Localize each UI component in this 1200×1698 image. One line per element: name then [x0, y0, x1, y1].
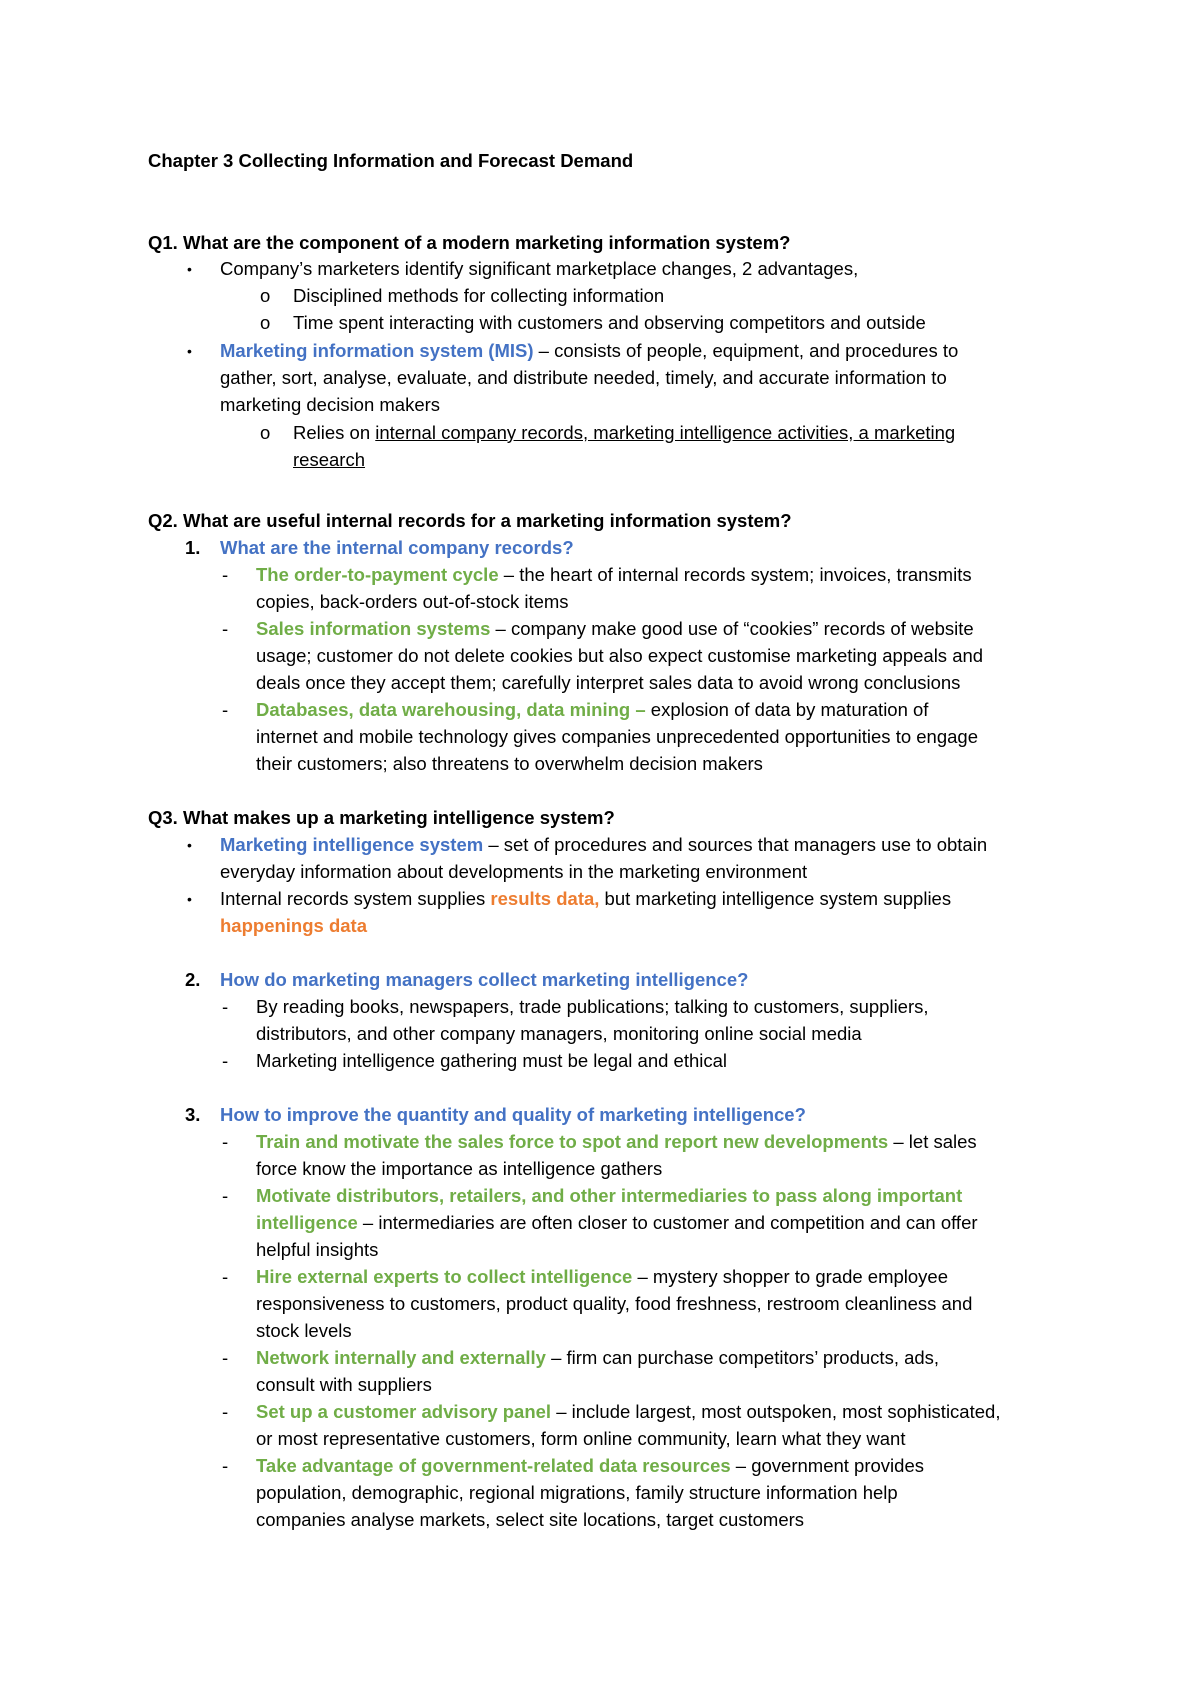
q2-dash-2-line3: deals once they accept them; carefully interpret sales data to avoid wrong conclusions [256, 672, 961, 693]
dash-marker: - [222, 1266, 229, 1287]
dash-marker: - [222, 1347, 229, 1368]
q3-item-3-dash-3: Hire external experts to collect intelligence – mystery shopper to grade employee [256, 1266, 949, 1287]
bullet-marker: • [187, 343, 192, 359]
q3-item-3: How to improve the quantity and quality of marketing intelligence? [220, 1104, 806, 1125]
q3-item-3-dash-3-line3: stock levels [256, 1320, 352, 1341]
q3-item-3-dash-6-line3: companies analyse markets, select site locations, target customers [256, 1509, 805, 1530]
number-marker: 3. [185, 1104, 201, 1125]
q1-bullet-1: Company’s marketers identify significant marketplace changes, 2 advantages, [220, 258, 859, 279]
q3-item-3-dash-6-line2: population, demographic, regional migrations, family structure information help [256, 1482, 898, 1503]
q1-bullet-2-line2: gather, sort, analyse, evaluate, and distribute needed, timely, and accurate information to [220, 367, 947, 388]
q3-item-2-dash-2: Marketing intelligence gathering must be legal and ethical [256, 1050, 728, 1071]
q3-item-3-dash-1: Train and motivate the sales force to spot and report new developments – let sales [256, 1131, 977, 1152]
dash-marker: - [222, 564, 229, 585]
q3-item-3-dash-5: Set up a customer advisory panel – include largest, most outspoken, most sophisticated, [256, 1401, 1001, 1422]
q3-bullet-2: Internal records system supplies results data, but marketing intelligence system supplies [220, 888, 952, 909]
bullet-marker: • [187, 891, 192, 907]
sub-bullet-marker: o [260, 422, 271, 443]
dash-marker: - [222, 1050, 229, 1071]
q2-dash-3: Databases, data warehousing, data mining – explosion of data by maturation of [256, 699, 929, 720]
dash-marker: - [222, 1401, 229, 1422]
q1-sub-3-line2: research [293, 449, 365, 470]
q2-dash-2-line2: usage; customer do not delete cookies but also expect customise marketing appeals and [256, 645, 984, 666]
number-marker: 1. [185, 537, 201, 558]
q3-item-2: How do marketing managers collect marketing intelligence? [220, 969, 749, 990]
q2-dash-1-line2: copies, back-orders out-of-stock items [256, 591, 569, 612]
q1-heading: Q1. What are the component of a modern marketing information system? [148, 232, 791, 253]
q3-item-2-dash-1-line2: distributors, and other company managers, monitoring online social media [256, 1023, 862, 1044]
q3-item-3-dash-1-line2: force know the importance as intelligence gathers [256, 1158, 663, 1179]
q3-item-3-dash-2-line2: intelligence – intermediaries are often closer to customer and competition and can offer [256, 1212, 978, 1233]
bullet-marker: • [187, 837, 192, 853]
q2-dash-2: Sales information systems – company make good use of “cookies” records of website [256, 618, 974, 639]
q2-dash-1: The order-to-payment cycle – the heart of internal records system; invoices, transmits [256, 564, 972, 585]
q3-item-3-dash-3-line2: responsiveness to customers, product quality, food freshness, restroom cleanliness and [256, 1293, 973, 1314]
sub-bullet-marker: o [260, 312, 271, 333]
q3-item-3-dash-4: Network internally and externally – firm can purchase competitors’ products, ads, [256, 1347, 940, 1368]
q3-bullet-1: Marketing intelligence system – set of procedures and sources that managers use to obtain [220, 834, 988, 855]
sub-bullet-marker: o [260, 285, 271, 306]
q1-bullet-2: Marketing information system (MIS) – consists of people, equipment, and procedures to [220, 340, 959, 361]
dash-marker: - [222, 699, 229, 720]
q2-dash-3-line3: their customers; also threatens to overwhelm decision makers [256, 753, 763, 774]
q3-bullet-2-line2: happenings data [220, 915, 367, 936]
q3-item-3-dash-6: Take advantage of government-related data resources – government provides [256, 1455, 924, 1476]
q1-sub-3: Relies on internal company records, marketing intelligence activities, a marketing [293, 422, 956, 443]
dash-marker: - [222, 1185, 229, 1206]
q3-item-3-dash-2: Motivate distributors, retailers, and other intermediaries to pass along important [256, 1185, 963, 1206]
q1-bullet-2-line3: marketing decision makers [220, 394, 441, 415]
q3-item-3-dash-2-line3: helpful insights [256, 1239, 379, 1260]
q3-item-3-dash-5-line2: or most representative customers, form online community, learn what they want [256, 1428, 906, 1449]
q2-item-1: What are the internal company records? [220, 537, 574, 558]
q3-item-2-dash-1: By reading books, newspapers, trade publications; talking to customers, suppliers, [256, 996, 929, 1017]
q3-bullet-1-line2: everyday information about developments in the marketing environment [220, 861, 808, 882]
dash-marker: - [222, 618, 229, 639]
dash-marker: - [222, 1131, 229, 1152]
dash-marker: - [222, 1455, 229, 1476]
document-title: Chapter 3 Collecting Information and Forecast Demand [148, 150, 634, 171]
mis-term: Marketing information system (MIS) [220, 340, 534, 361]
q2-dash-3-line2: internet and mobile technology gives companies unprecedented opportunities to engage [256, 726, 978, 747]
q3-heading: Q3. What makes up a marketing intelligence system? [148, 807, 615, 828]
bullet-marker: • [187, 261, 192, 277]
q3-item-3-dash-4-line2: consult with suppliers [256, 1374, 432, 1395]
q1-sub-2: Time spent interacting with customers and observing competitors and outside [293, 312, 926, 333]
q2-heading: Q2. What are useful internal records for a marketing information system? [148, 510, 792, 531]
dash-marker: - [222, 996, 229, 1017]
q1-sub-1: Disciplined methods for collecting information [293, 285, 665, 306]
number-marker: 2. [185, 969, 201, 990]
